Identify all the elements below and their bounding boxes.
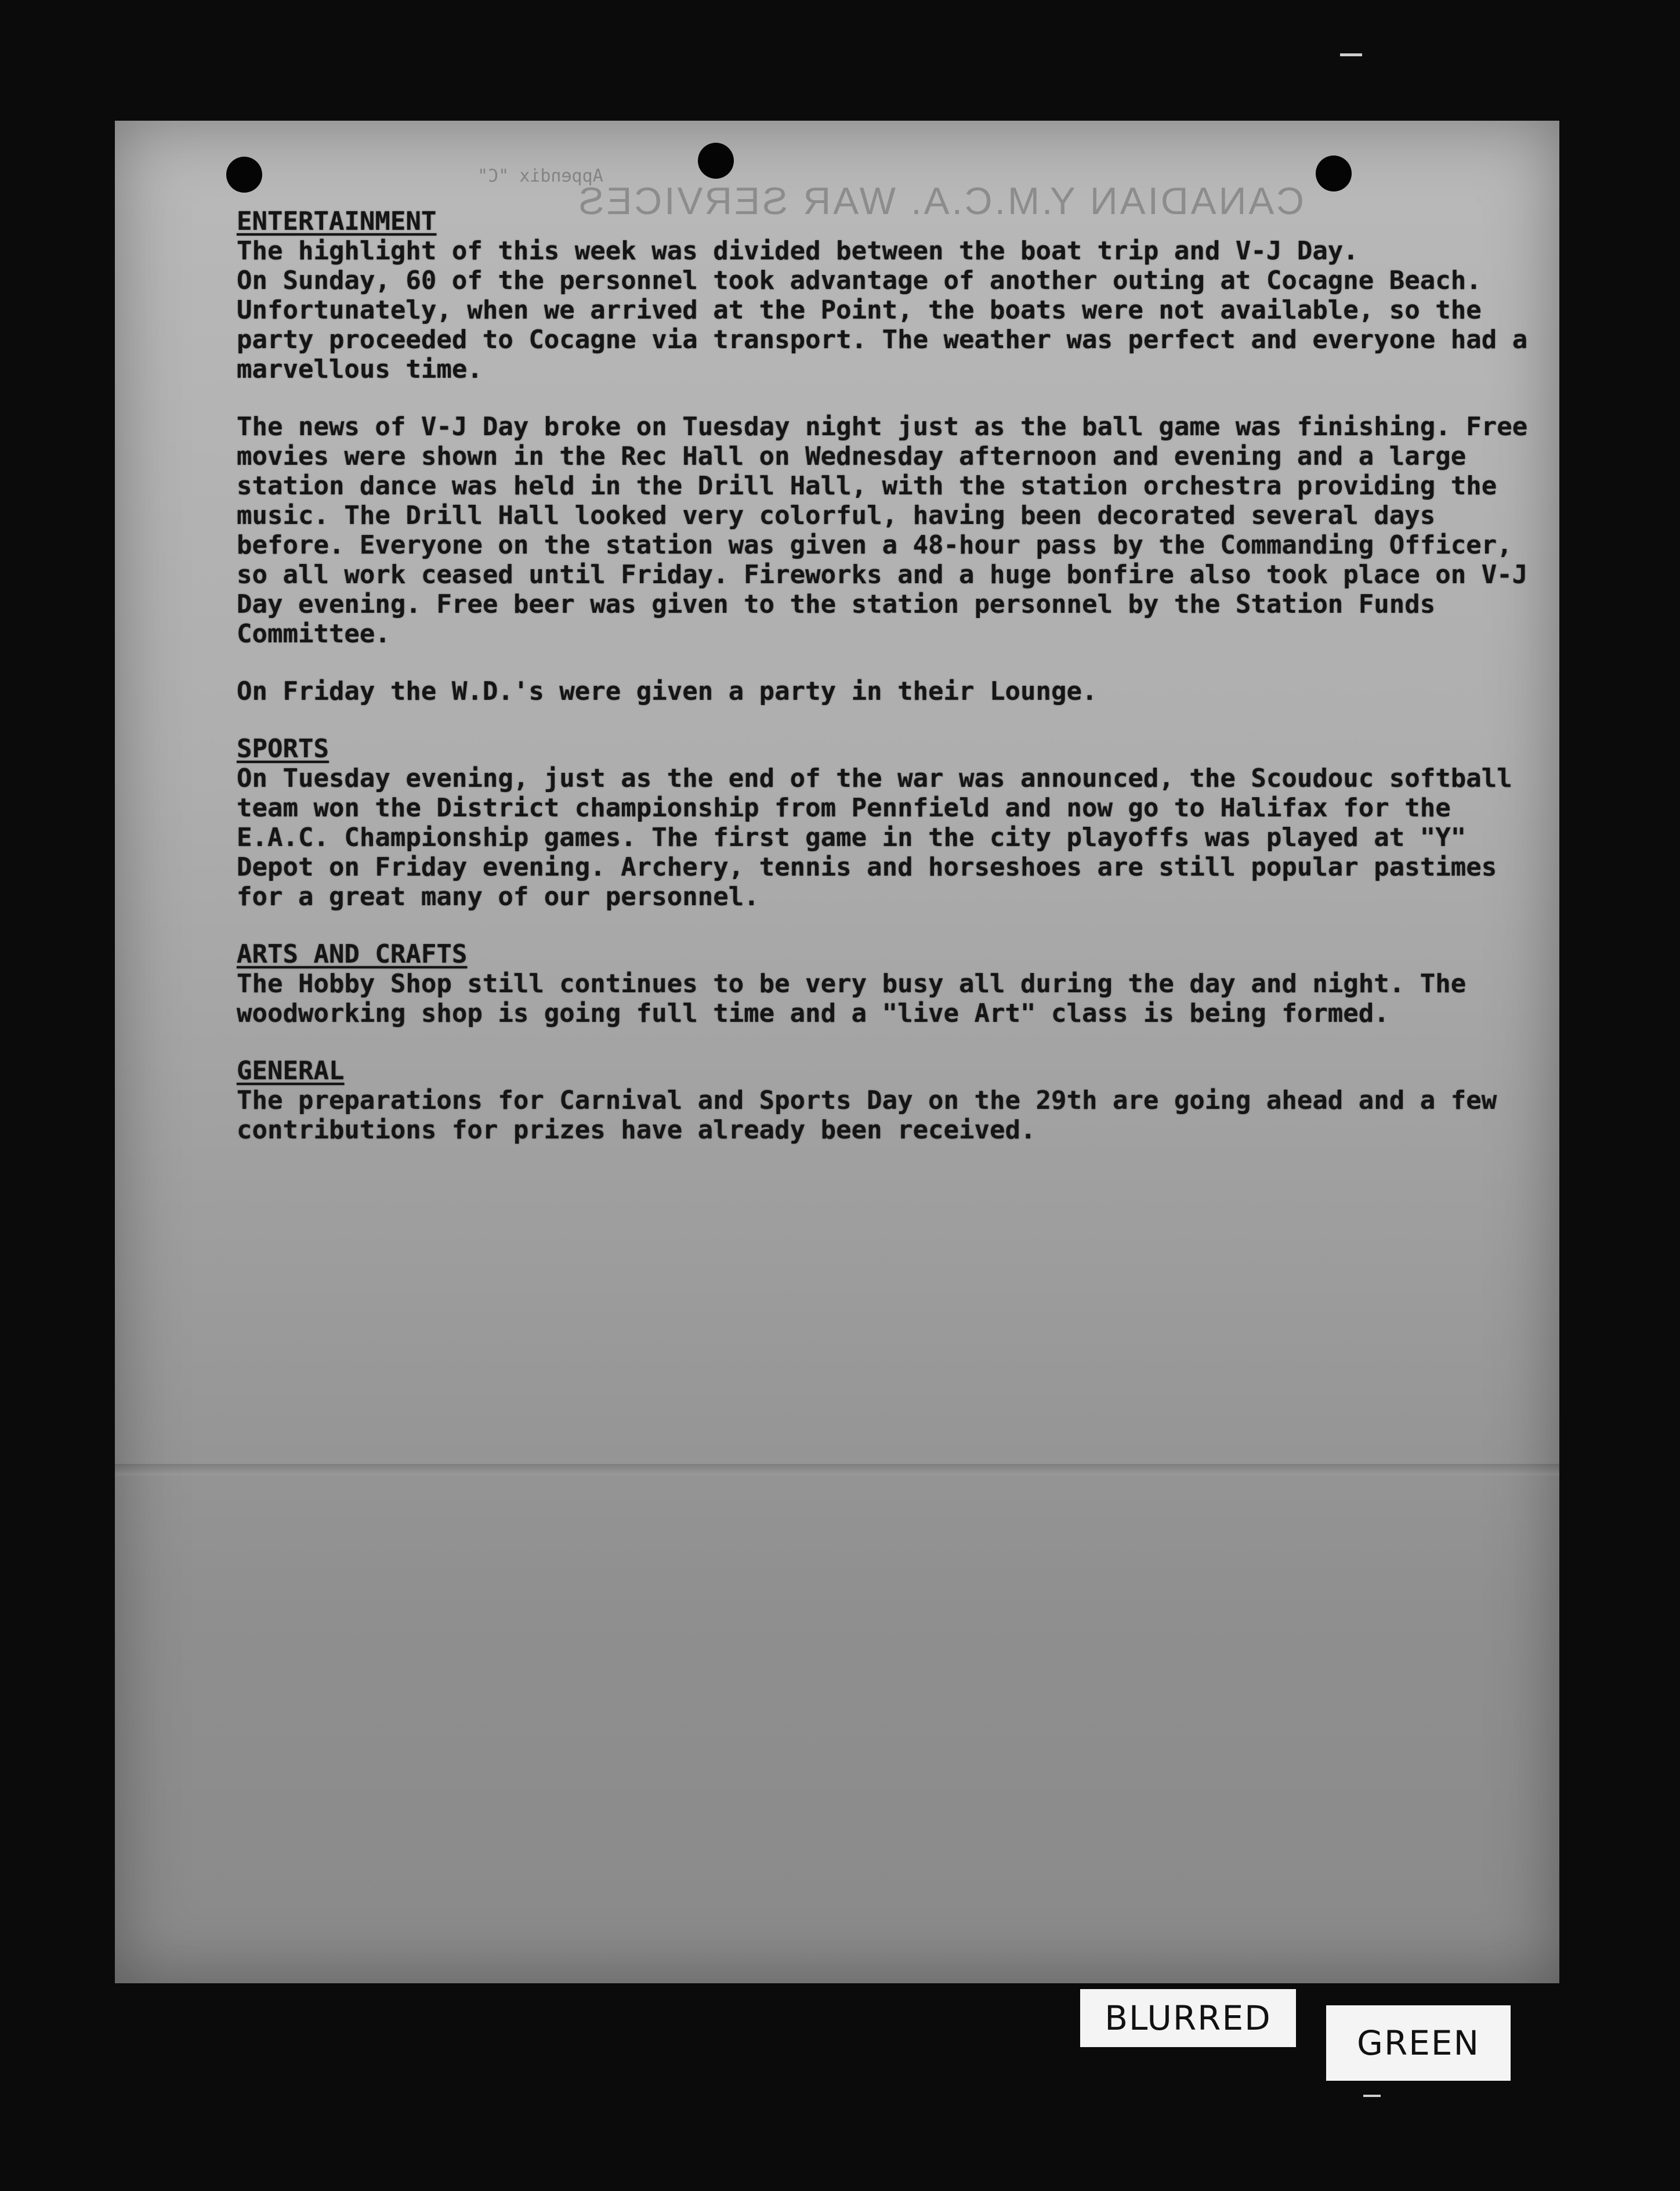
entertainment-paragraph-1: The highlight of this week was divided between the boat trip and V-J Day. On Sunday, 60 of the personnel took advantage of another outing at Cocagne Beach. Unfortunately, when we arrived at the Point, the boats were not available, so the party proceeded to Cocagne via transport. The weather was perfect and everyone had a marvellous time. [237, 236, 1528, 384]
arts-and-crafts-paragraph: The Hobby Shop still continues to be very busy all during the day and night. The woodworking shop is going full time and a "live Art" class is being formed. [237, 969, 1467, 1028]
entertainment-paragraph-2: The news of V-J Day broke on Tuesday night just as the ball game was finishing. Free movies were shown in the Rec Hall on Wednesday afternoon and evening and a large station dance was held in the Drill Hall, with the station orchestra providing the music. The Drill Hall looked very colorful, having been decorated several days before. Everyone on the station was given a 48-hour pass by the Commanding Officer, so all work ceased until Friday. Fireworks and a huge bonfire also took place on V-J Day evening. Free beer was given to the station personnel by the Station Funds Committee. [237, 412, 1528, 649]
section-heading-arts-and-crafts: ARTS AND CRAFTS [237, 939, 468, 969]
film-tick-top [1340, 53, 1362, 56]
general-paragraph: The preparations for Carnival and Sports Day on the 29th are going ahead and a few contributions for prizes have already been received. [237, 1086, 1497, 1145]
sports-paragraph: On Tuesday evening, just as the end of the war was announced, the Scoudouc softball team won the District championship from Pennfield and now go to Halifax for the E.A.C. Championship games. The first game in the city playoffs was played at "Y" Depot on Friday evening. Archery, tennis and horseshoes are still popular pastimes for a great many of our personnel. [237, 764, 1512, 912]
document-body [237, 207, 1530, 1145]
section-heading-entertainment: ENTERTAINMENT [237, 207, 437, 236]
section-heading-general: GENERAL [237, 1056, 345, 1086]
letterhead-bleedthrough: CANADIAN Y.M.C.A. WAR SERVICES [576, 179, 1304, 222]
section-heading-sports: SPORTS [237, 734, 329, 764]
punch-hole-left [226, 157, 262, 193]
appendix-mark: Appendix "C" [477, 166, 603, 186]
label-blurred: BLURRED [1080, 1989, 1296, 2047]
page-fold [115, 1464, 1559, 1476]
film-tick-bottom [1363, 2095, 1381, 2097]
label-green: GREEN [1326, 2005, 1511, 2081]
punch-hole-center [698, 143, 734, 179]
document-page [115, 121, 1559, 1983]
punch-hole-right [1316, 156, 1352, 191]
entertainment-paragraph-3: On Friday the W.D.'s were given a party in their Lounge. [237, 677, 1098, 706]
